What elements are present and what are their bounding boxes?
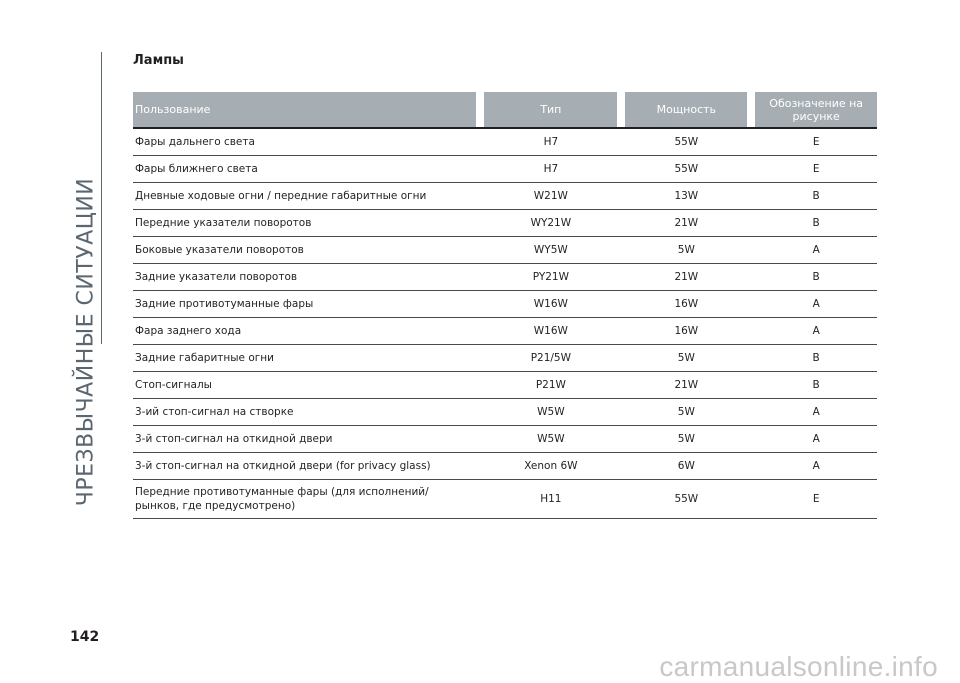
cell-power: 5W (625, 237, 747, 264)
cell-type: P21W (484, 372, 617, 399)
cell-power: 5W (625, 345, 747, 372)
cell-power: 21W (625, 210, 747, 237)
cell-use: Боковые указатели поворотов (133, 237, 476, 264)
cell-power: 21W (625, 372, 747, 399)
cell-ref: A (755, 237, 877, 264)
cell-type: W21W (484, 183, 617, 210)
cell-ref: A (755, 291, 877, 318)
header-type: Тип (484, 92, 617, 129)
cell-type: H7 (484, 129, 617, 156)
cell-power: 55W (625, 480, 747, 519)
header-use: Пользование (133, 92, 476, 129)
cell-power: 21W (625, 264, 747, 291)
cell-ref: E (755, 480, 877, 519)
cell-type: W16W (484, 291, 617, 318)
cell-use: Задние противотуманные фары (133, 291, 476, 318)
table-row (133, 210, 877, 237)
cell-type: W5W (484, 399, 617, 426)
cell-power: 16W (625, 318, 747, 345)
cell-power: 6W (625, 453, 747, 480)
cell-use: Стоп-сигналы (133, 372, 476, 399)
cell-type: W5W (484, 426, 617, 453)
cell-use: 3-ий стоп-сигнал на створке (133, 399, 476, 426)
table-row (133, 372, 877, 399)
cell-use: Передние противотуманные фары (для исполнений/рынков, где предусмотрено) (133, 480, 476, 519)
cell-power: 13W (625, 183, 747, 210)
table-row (133, 345, 877, 372)
page-number: 142 (70, 629, 100, 645)
cell-ref: B (755, 264, 877, 291)
side-section-title: ЧРЕЗВЫЧАЙНЫЕ СИТУАЦИИ (73, 177, 99, 507)
cell-use: 3-й стоп-сигнал на откидной двери (133, 426, 476, 453)
table-row (133, 129, 877, 156)
cell-type: WY21W (484, 210, 617, 237)
cell-type: Xenon 6W (484, 453, 617, 480)
cell-type: P21/5W (484, 345, 617, 372)
header-ref: Обозначение на рисунке (755, 92, 877, 129)
cell-ref: A (755, 426, 877, 453)
cell-power: 5W (625, 426, 747, 453)
table-row (133, 480, 877, 519)
side-divider (101, 52, 102, 344)
cell-use: Фары дальнего света (133, 129, 476, 156)
header-power: Мощность (625, 92, 747, 129)
table-row (133, 318, 877, 345)
cell-power: 55W (625, 129, 747, 156)
cell-type: PY21W (484, 264, 617, 291)
cell-type: H7 (484, 156, 617, 183)
cell-use: Задние габаритные огни (133, 345, 476, 372)
cell-type: H11 (484, 480, 617, 519)
table-row (133, 156, 877, 183)
table-row (133, 237, 877, 264)
cell-ref: B (755, 345, 877, 372)
lamps-table (133, 92, 877, 519)
cell-ref: B (755, 183, 877, 210)
cell-ref: B (755, 210, 877, 237)
cell-ref: E (755, 156, 877, 183)
table-row (133, 291, 877, 318)
cell-ref: A (755, 318, 877, 345)
cell-ref: A (755, 453, 877, 480)
cell-power: 55W (625, 156, 747, 183)
cell-power: 5W (625, 399, 747, 426)
cell-use: Фары ближнего света (133, 156, 476, 183)
cell-use: Дневные ходовые огни / передние габаритные огни (133, 183, 476, 210)
table-row (133, 453, 877, 480)
cell-use: Передние указатели поворотов (133, 210, 476, 237)
cell-use: 3-й стоп-сигнал на откидной двери (for privacy glass) (133, 453, 476, 480)
cell-ref: E (755, 129, 877, 156)
cell-use: Фара заднего хода (133, 318, 476, 345)
table-row (133, 426, 877, 453)
page-title: Лампы (133, 53, 184, 68)
cell-ref: A (755, 399, 877, 426)
cell-use: Задние указатели поворотов (133, 264, 476, 291)
table-header-row (133, 92, 877, 129)
cell-type: W16W (484, 318, 617, 345)
cell-type: WY5W (484, 237, 617, 264)
cell-power: 16W (625, 291, 747, 318)
watermark: carmanualsonline.info (659, 651, 938, 682)
cell-ref: B (755, 372, 877, 399)
table-row (133, 183, 877, 210)
table-row (133, 264, 877, 291)
table-row (133, 399, 877, 426)
